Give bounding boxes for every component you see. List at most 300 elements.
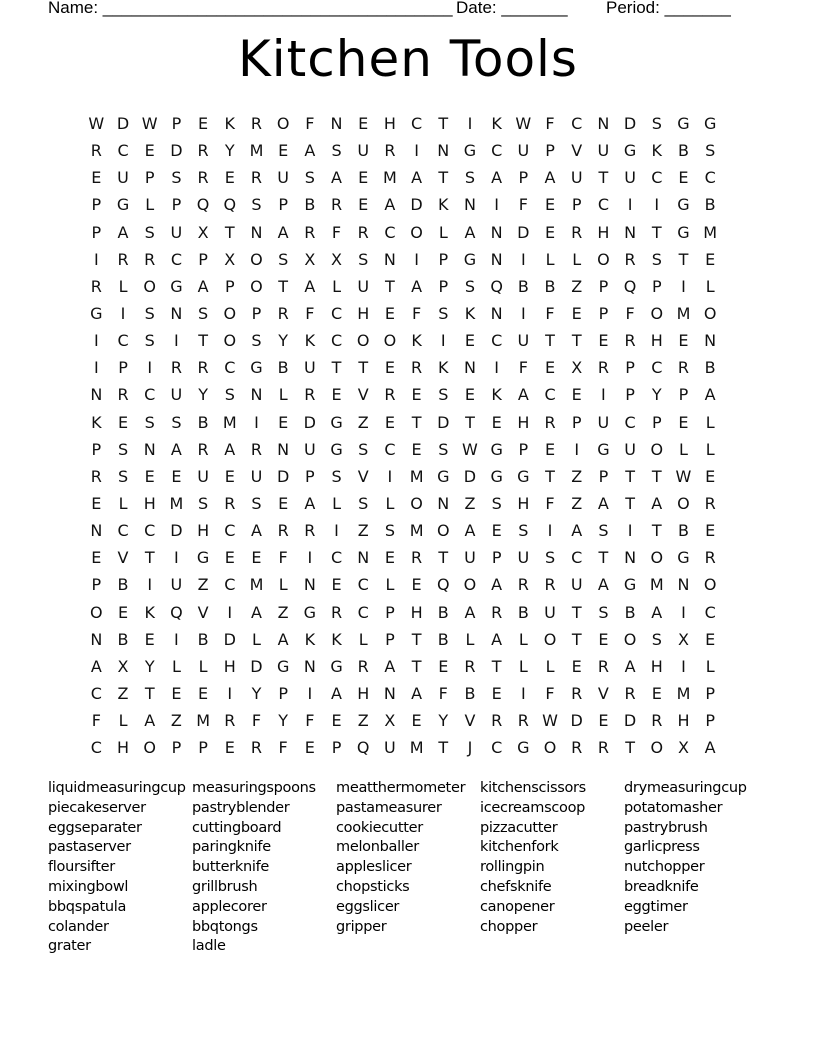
grid-letter[interactable]: I bbox=[334, 521, 339, 541]
grid-letter[interactable]: S bbox=[705, 141, 716, 161]
grid-letter[interactable]: H bbox=[410, 602, 423, 622]
grid-letter[interactable]: I bbox=[520, 304, 526, 324]
grid-letter[interactable]: R bbox=[277, 521, 289, 541]
grid-letter[interactable]: I bbox=[307, 684, 313, 704]
grid-letter[interactable]: T bbox=[545, 331, 555, 351]
grid-letter[interactable]: U bbox=[357, 276, 370, 296]
grid-letter[interactable]: S bbox=[358, 439, 369, 459]
grid-letter[interactable]: E bbox=[571, 385, 582, 405]
grid-letter[interactable]: R bbox=[491, 711, 503, 731]
grid-letter[interactable]: P bbox=[705, 711, 715, 731]
grid-letter[interactable]: S bbox=[144, 222, 155, 242]
grid-letter[interactable]: W bbox=[542, 711, 558, 731]
grid-letter[interactable]: E bbox=[464, 385, 476, 405]
grid-letter[interactable]: R bbox=[624, 331, 636, 351]
grid-letter[interactable]: I bbox=[227, 684, 233, 704]
grid-letter[interactable]: L bbox=[705, 412, 715, 432]
grid-letter[interactable]: A bbox=[331, 684, 342, 704]
grid-letter[interactable]: U bbox=[624, 439, 636, 459]
grid-letter[interactable]: S bbox=[491, 494, 502, 514]
grid-letter[interactable]: R bbox=[571, 738, 583, 758]
grid-letter[interactable]: D bbox=[303, 412, 316, 432]
grid-letter[interactable]: M bbox=[249, 575, 264, 595]
grid-letter[interactable]: K bbox=[438, 358, 449, 378]
grid-letter[interactable]: R bbox=[304, 385, 316, 405]
grid-letter[interactable]: T bbox=[385, 276, 395, 296]
grid-letter[interactable]: G bbox=[623, 141, 637, 161]
grid-letter[interactable]: A bbox=[384, 195, 396, 215]
grid-letter[interactable]: B bbox=[517, 602, 529, 622]
grid-letter[interactable]: Y bbox=[278, 331, 289, 351]
grid-letter[interactable]: Z bbox=[464, 494, 476, 514]
grid-letter[interactable]: P bbox=[491, 548, 502, 568]
grid-letter[interactable]: L bbox=[118, 711, 128, 731]
grid-letter[interactable]: G bbox=[196, 548, 210, 568]
grid-letter[interactable]: I bbox=[681, 276, 686, 296]
grid-letter[interactable]: S bbox=[331, 466, 342, 486]
grid-letter[interactable]: I bbox=[120, 304, 126, 324]
grid-letter[interactable]: O bbox=[597, 249, 610, 269]
grid-letter[interactable]: N bbox=[704, 331, 717, 351]
grid-letter[interactable]: E bbox=[411, 711, 422, 731]
grid-letter[interactable]: E bbox=[91, 548, 102, 568]
grid-letter[interactable]: R bbox=[571, 222, 583, 242]
grid-letter[interactable]: R bbox=[624, 684, 636, 704]
grid-letter[interactable]: W bbox=[462, 439, 478, 459]
grid-letter[interactable]: Z bbox=[170, 711, 182, 731]
grid-letter[interactable]: J bbox=[467, 738, 473, 758]
grid-letter[interactable]: L bbox=[705, 276, 715, 296]
grid-letter[interactable]: X bbox=[571, 358, 583, 378]
grid-letter[interactable]: V bbox=[597, 684, 609, 704]
grid-letter[interactable]: M bbox=[676, 684, 691, 704]
grid-letter[interactable]: P bbox=[625, 385, 635, 405]
grid-letter[interactable]: T bbox=[571, 602, 582, 622]
grid-letter[interactable]: R bbox=[117, 249, 129, 269]
grid-letter[interactable]: Q bbox=[196, 195, 210, 215]
grid-letter[interactable]: O bbox=[383, 331, 397, 351]
grid-letter[interactable]: S bbox=[651, 114, 662, 134]
grid-letter[interactable]: A bbox=[304, 494, 316, 514]
grid-letter[interactable]: R bbox=[517, 575, 529, 595]
grid-letter[interactable]: B bbox=[304, 195, 316, 215]
grid-letter[interactable]: T bbox=[278, 276, 289, 296]
grid-letter[interactable]: H bbox=[677, 711, 690, 731]
grid-letter[interactable]: I bbox=[93, 358, 99, 378]
grid-letter[interactable]: E bbox=[411, 575, 422, 595]
grid-letter[interactable]: L bbox=[358, 629, 368, 649]
grid-letter[interactable]: S bbox=[198, 304, 209, 324]
grid-letter[interactable]: S bbox=[544, 548, 556, 568]
grid-letter[interactable]: H bbox=[117, 738, 130, 758]
grid-letter[interactable]: N bbox=[437, 494, 450, 514]
grid-letter[interactable]: D bbox=[463, 466, 477, 486]
grid-letter[interactable]: U bbox=[250, 466, 263, 486]
grid-letter[interactable]: P bbox=[91, 195, 102, 215]
grid-letter[interactable]: C bbox=[571, 114, 583, 134]
grid-letter[interactable]: G bbox=[597, 439, 610, 459]
grid-letter[interactable]: E bbox=[358, 168, 369, 188]
grid-letter[interactable]: V bbox=[117, 548, 129, 568]
grid-letter[interactable]: K bbox=[438, 195, 449, 215]
grid-letter[interactable]: G bbox=[623, 575, 637, 595]
grid-letter[interactable]: T bbox=[411, 412, 422, 432]
grid-letter[interactable]: Y bbox=[251, 684, 262, 704]
grid-letter[interactable]: G bbox=[463, 141, 477, 161]
grid-letter[interactable]: R bbox=[704, 494, 716, 514]
grid-letter[interactable]: B bbox=[704, 195, 716, 215]
grid-letter[interactable]: E bbox=[331, 385, 342, 405]
grid-letter[interactable]: E bbox=[384, 358, 395, 378]
grid-letter[interactable]: I bbox=[440, 331, 446, 351]
grid-letter[interactable]: N bbox=[90, 521, 103, 541]
grid-letter[interactable]: L bbox=[278, 575, 288, 595]
grid-letter[interactable]: X bbox=[117, 656, 129, 676]
grid-letter[interactable]: H bbox=[197, 521, 210, 541]
grid-letter[interactable]: Z bbox=[357, 711, 369, 731]
grid-letter[interactable]: N bbox=[597, 114, 610, 134]
grid-letter[interactable]: D bbox=[250, 656, 263, 676]
grid-letter[interactable]: O bbox=[543, 738, 557, 758]
grid-letter[interactable]: T bbox=[625, 466, 635, 486]
grid-letter[interactable]: P bbox=[518, 168, 529, 188]
grid-letter[interactable]: T bbox=[598, 548, 609, 568]
grid-letter[interactable]: F bbox=[545, 304, 555, 324]
grid-letter[interactable]: W bbox=[141, 114, 158, 134]
grid-letter[interactable]: G bbox=[330, 412, 343, 432]
grid-letter[interactable]: U bbox=[117, 168, 129, 188]
grid-letter[interactable]: T bbox=[438, 114, 449, 134]
grid-letter[interactable]: A bbox=[464, 602, 476, 622]
grid-letter[interactable]: I bbox=[494, 195, 500, 215]
grid-letter[interactable]: T bbox=[625, 494, 635, 514]
grid-letter[interactable]: O bbox=[223, 331, 237, 351]
grid-letter[interactable]: E bbox=[278, 412, 289, 432]
grid-letter[interactable]: H bbox=[517, 412, 530, 432]
grid-letter[interactable]: C bbox=[144, 521, 156, 541]
grid-letter[interactable]: R bbox=[544, 412, 556, 432]
grid-letter[interactable]: F bbox=[305, 114, 315, 134]
grid-letter[interactable]: G bbox=[170, 276, 183, 296]
grid-letter[interactable]: S bbox=[331, 141, 342, 161]
grid-letter[interactable]: X bbox=[331, 249, 343, 269]
grid-letter[interactable]: Y bbox=[198, 385, 208, 405]
grid-letter[interactable]: E bbox=[171, 684, 182, 704]
grid-letter[interactable]: H bbox=[357, 684, 370, 704]
grid-letter[interactable]: T bbox=[491, 656, 502, 676]
grid-letter[interactable]: C bbox=[491, 331, 503, 351]
grid-letter[interactable]: U bbox=[517, 141, 530, 161]
grid-letter[interactable]: H bbox=[357, 304, 370, 324]
grid-letter[interactable]: K bbox=[304, 331, 316, 351]
grid-letter[interactable]: N bbox=[383, 249, 396, 269]
grid-letter[interactable]: E bbox=[91, 168, 102, 188]
grid-letter[interactable]: R bbox=[544, 575, 556, 595]
grid-letter[interactable]: T bbox=[331, 358, 342, 378]
grid-letter[interactable]: E bbox=[491, 412, 502, 432]
grid-letter[interactable]: F bbox=[625, 304, 635, 324]
grid-letter[interactable]: E bbox=[224, 466, 235, 486]
grid-letter[interactable]: I bbox=[174, 331, 179, 351]
grid-letter[interactable]: G bbox=[463, 249, 477, 269]
grid-letter[interactable]: S bbox=[651, 249, 662, 269]
grid-letter[interactable]: R bbox=[197, 141, 209, 161]
grid-letter[interactable]: P bbox=[144, 168, 155, 188]
grid-letter[interactable]: G bbox=[677, 222, 690, 242]
grid-letter[interactable]: A bbox=[411, 276, 423, 296]
grid-letter[interactable]: M bbox=[649, 575, 664, 595]
grid-letter[interactable]: S bbox=[224, 385, 235, 405]
grid-letter[interactable]: S bbox=[358, 249, 369, 269]
grid-letter[interactable]: R bbox=[250, 738, 263, 758]
grid-letter[interactable]: W bbox=[515, 114, 532, 134]
grid-letter[interactable]: U bbox=[170, 385, 183, 405]
grid-letter[interactable]: H bbox=[597, 222, 610, 242]
grid-letter[interactable]: F bbox=[545, 494, 555, 514]
grid-letter[interactable]: P bbox=[171, 738, 182, 758]
grid-letter[interactable]: D bbox=[517, 222, 530, 242]
grid-letter[interactable]: S bbox=[464, 276, 476, 296]
grid-letter[interactable]: H bbox=[143, 494, 156, 514]
grid-letter[interactable]: H bbox=[517, 494, 530, 514]
grid-letter[interactable]: B bbox=[624, 602, 636, 622]
grid-letter[interactable]: R bbox=[277, 304, 289, 324]
grid-letter[interactable]: P bbox=[331, 738, 342, 758]
grid-letter[interactable]: P bbox=[518, 439, 529, 459]
grid-letter[interactable]: R bbox=[197, 439, 209, 459]
grid-letter[interactable]: R bbox=[677, 358, 690, 378]
grid-letter[interactable]: D bbox=[410, 195, 423, 215]
grid-letter[interactable]: S bbox=[518, 521, 529, 541]
grid-letter[interactable]: M bbox=[169, 494, 184, 514]
grid-letter[interactable]: S bbox=[251, 494, 262, 514]
grid-letter[interactable]: A bbox=[277, 222, 289, 242]
grid-letter[interactable]: E bbox=[438, 656, 449, 676]
grid-letter[interactable]: R bbox=[357, 222, 369, 242]
grid-letter[interactable]: O bbox=[410, 494, 423, 514]
grid-letter[interactable]: C bbox=[571, 548, 583, 568]
grid-letter[interactable]: T bbox=[651, 222, 662, 242]
grid-letter[interactable]: H bbox=[223, 656, 236, 676]
grid-letter[interactable]: G bbox=[330, 656, 343, 676]
grid-letter[interactable]: C bbox=[330, 304, 343, 324]
grid-letter[interactable]: M bbox=[703, 222, 718, 242]
grid-letter[interactable]: B bbox=[517, 276, 529, 296]
grid-letter[interactable]: N bbox=[90, 385, 103, 405]
grid-letter[interactable]: T bbox=[571, 331, 582, 351]
grid-letter[interactable]: I bbox=[414, 249, 419, 269]
grid-letter[interactable]: N bbox=[624, 548, 637, 568]
grid-letter[interactable]: P bbox=[91, 575, 102, 595]
grid-letter[interactable]: R bbox=[464, 656, 476, 676]
grid-letter[interactable]: E bbox=[224, 548, 235, 568]
grid-letter[interactable]: A bbox=[197, 276, 209, 296]
grid-letter[interactable]: V bbox=[197, 602, 209, 622]
grid-letter[interactable]: O bbox=[250, 276, 263, 296]
grid-letter[interactable]: P bbox=[571, 412, 582, 432]
grid-letter[interactable]: P bbox=[91, 222, 102, 242]
grid-letter[interactable]: R bbox=[224, 494, 236, 514]
grid-letter[interactable]: I bbox=[520, 684, 526, 704]
grid-letter[interactable]: U bbox=[303, 439, 316, 459]
grid-letter[interactable]: U bbox=[570, 168, 583, 188]
grid-letter[interactable]: N bbox=[143, 439, 156, 459]
grid-letter[interactable]: E bbox=[331, 711, 342, 731]
grid-letter[interactable]: Q bbox=[170, 602, 183, 622]
grid-letter[interactable]: Y bbox=[651, 385, 662, 405]
grid-letter[interactable]: O bbox=[650, 738, 664, 758]
grid-letter[interactable]: O bbox=[436, 521, 450, 541]
grid-letter[interactable]: S bbox=[171, 168, 182, 188]
grid-letter[interactable]: C bbox=[170, 249, 182, 269]
grid-letter[interactable]: A bbox=[384, 656, 396, 676]
grid-letter[interactable]: B bbox=[464, 684, 476, 704]
grid-letter[interactable]: L bbox=[705, 439, 715, 459]
grid-letter[interactable]: R bbox=[224, 711, 236, 731]
grid-letter[interactable]: G bbox=[437, 466, 450, 486]
grid-letter[interactable]: F bbox=[251, 711, 262, 731]
grid-letter[interactable]: E bbox=[544, 358, 556, 378]
grid-letter[interactable]: F bbox=[305, 711, 315, 731]
grid-letter[interactable]: X bbox=[304, 249, 316, 269]
grid-letter[interactable]: T bbox=[438, 548, 449, 568]
grid-letter[interactable]: U bbox=[597, 412, 610, 432]
grid-letter[interactable]: S bbox=[251, 195, 262, 215]
grid-letter[interactable]: M bbox=[196, 711, 210, 731]
grid-letter[interactable]: A bbox=[144, 711, 156, 731]
grid-letter[interactable]: V bbox=[357, 466, 369, 486]
grid-letter[interactable]: I bbox=[93, 331, 99, 351]
grid-letter[interactable]: O bbox=[650, 548, 664, 568]
grid-letter[interactable]: I bbox=[494, 358, 500, 378]
grid-letter[interactable]: F bbox=[518, 358, 528, 378]
grid-letter[interactable]: O bbox=[223, 304, 237, 324]
grid-letter[interactable]: E bbox=[358, 195, 369, 215]
grid-letter[interactable]: P bbox=[278, 195, 288, 215]
grid-letter[interactable]: T bbox=[358, 358, 369, 378]
grid-letter[interactable]: D bbox=[223, 629, 236, 649]
grid-letter[interactable]: I bbox=[387, 466, 393, 486]
grid-letter[interactable]: S bbox=[464, 168, 476, 188]
grid-letter[interactable]: A bbox=[277, 629, 289, 649]
grid-letter[interactable]: S bbox=[144, 331, 155, 351]
grid-letter[interactable]: T bbox=[465, 412, 475, 432]
grid-letter[interactable]: N bbox=[357, 548, 370, 568]
grid-letter[interactable]: R bbox=[597, 358, 609, 378]
grid-letter[interactable]: V bbox=[357, 385, 369, 405]
grid-letter[interactable]: X bbox=[197, 222, 209, 242]
grid-letter[interactable]: K bbox=[651, 141, 663, 161]
grid-letter[interactable]: S bbox=[117, 466, 129, 486]
grid-letter[interactable]: M bbox=[222, 412, 237, 432]
grid-letter[interactable]: D bbox=[570, 711, 583, 731]
grid-letter[interactable]: A bbox=[250, 602, 262, 622]
grid-letter[interactable]: G bbox=[677, 548, 690, 568]
grid-letter[interactable]: C bbox=[544, 385, 556, 405]
grid-letter[interactable]: S bbox=[198, 494, 209, 514]
grid-letter[interactable]: A bbox=[651, 494, 663, 514]
grid-letter[interactable]: E bbox=[384, 412, 395, 432]
grid-letter[interactable]: U bbox=[597, 141, 610, 161]
grid-letter[interactable]: T bbox=[144, 684, 155, 704]
grid-letter[interactable]: S bbox=[598, 602, 609, 622]
grid-letter[interactable]: C bbox=[117, 521, 129, 541]
grid-letter[interactable]: B bbox=[437, 629, 449, 649]
grid-letter[interactable]: P bbox=[224, 276, 235, 296]
grid-letter[interactable]: S bbox=[438, 385, 449, 405]
grid-letter[interactable]: R bbox=[170, 358, 182, 378]
grid-letter[interactable]: T bbox=[678, 249, 689, 269]
grid-letter[interactable]: C bbox=[651, 358, 663, 378]
grid-letter[interactable]: O bbox=[250, 249, 263, 269]
grid-letter[interactable]: E bbox=[117, 602, 129, 622]
grid-letter[interactable]: P bbox=[171, 195, 182, 215]
grid-letter[interactable]: Y bbox=[438, 711, 449, 731]
grid-letter[interactable]: R bbox=[144, 249, 156, 269]
grid-letter[interactable]: D bbox=[623, 711, 637, 731]
grid-letter[interactable]: E bbox=[251, 548, 262, 568]
grid-letter[interactable]: R bbox=[597, 738, 609, 758]
grid-letter[interactable]: R bbox=[357, 656, 369, 676]
grid-letter[interactable]: P bbox=[438, 249, 449, 269]
grid-letter[interactable]: O bbox=[143, 276, 157, 296]
grid-letter[interactable]: R bbox=[304, 222, 316, 242]
grid-letter[interactable]: Y bbox=[144, 656, 155, 676]
grid-letter[interactable]: P bbox=[278, 684, 288, 704]
grid-letter[interactable]: P bbox=[598, 466, 609, 486]
grid-letter[interactable]: L bbox=[572, 249, 582, 269]
grid-letter[interactable]: P bbox=[625, 358, 635, 378]
grid-letter[interactable]: U bbox=[303, 358, 316, 378]
grid-letter[interactable]: E bbox=[678, 168, 689, 188]
grid-letter[interactable]: S bbox=[438, 304, 449, 324]
grid-letter[interactable]: C bbox=[330, 548, 343, 568]
grid-letter[interactable]: E bbox=[144, 466, 155, 486]
grid-letter[interactable]: L bbox=[118, 494, 128, 514]
grid-letter[interactable]: R bbox=[90, 141, 102, 161]
grid-letter[interactable]: S bbox=[304, 168, 315, 188]
grid-letter[interactable]: O bbox=[143, 738, 157, 758]
grid-letter[interactable]: E bbox=[117, 412, 129, 432]
grid-letter[interactable]: E bbox=[491, 684, 502, 704]
grid-letter[interactable]: I bbox=[681, 656, 686, 676]
grid-letter[interactable]: Z bbox=[571, 494, 583, 514]
grid-letter[interactable]: P bbox=[598, 276, 609, 296]
grid-letter[interactable]: T bbox=[198, 331, 208, 351]
grid-letter[interactable]: E bbox=[224, 168, 235, 188]
grid-letter[interactable]: R bbox=[411, 358, 423, 378]
grid-letter[interactable]: L bbox=[385, 494, 395, 514]
grid-letter[interactable]: I bbox=[414, 141, 419, 161]
grid-letter[interactable]: B bbox=[117, 575, 129, 595]
grid-letter[interactable]: I bbox=[627, 195, 633, 215]
grid-letter[interactable]: T bbox=[438, 738, 449, 758]
grid-letter[interactable]: Z bbox=[357, 521, 369, 541]
grid-letter[interactable]: R bbox=[517, 711, 529, 731]
grid-letter[interactable]: T bbox=[144, 548, 155, 568]
grid-letter[interactable]: G bbox=[276, 656, 290, 676]
grid-letter[interactable]: O bbox=[650, 439, 664, 459]
grid-letter[interactable]: F bbox=[411, 304, 422, 324]
grid-letter[interactable]: N bbox=[624, 222, 637, 242]
grid-letter[interactable]: L bbox=[198, 656, 208, 676]
grid-letter[interactable]: C bbox=[704, 602, 716, 622]
grid-letter[interactable]: N bbox=[250, 385, 263, 405]
grid-letter[interactable]: O bbox=[703, 304, 717, 324]
grid-letter[interactable]: T bbox=[651, 466, 662, 486]
grid-letter[interactable]: R bbox=[330, 195, 343, 215]
grid-letter[interactable]: E bbox=[571, 304, 582, 324]
